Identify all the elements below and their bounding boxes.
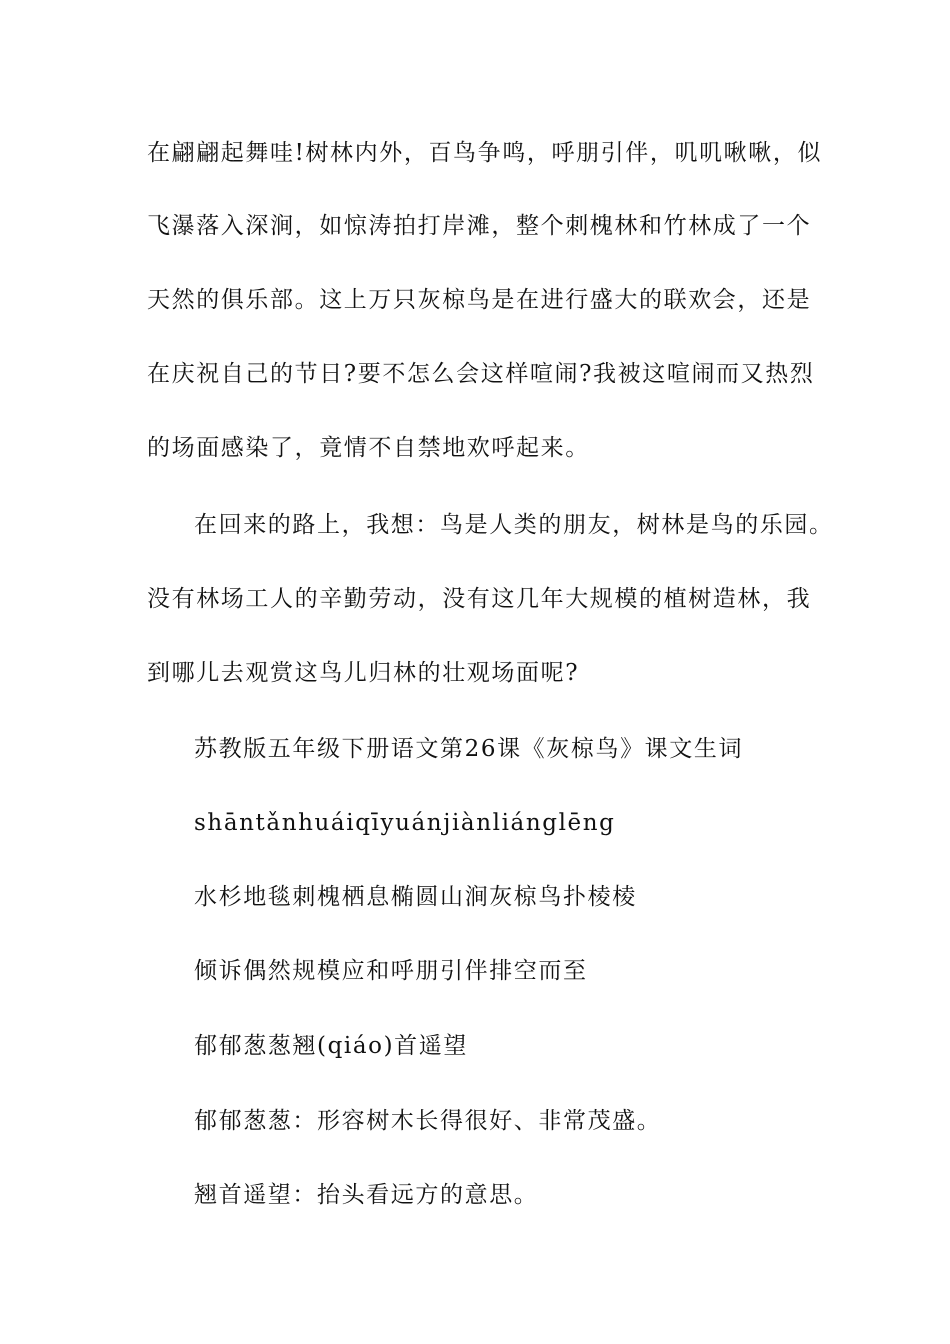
vocab-words-line-2: 倾诉偶然规模应和呼朋引伴排空而至 bbox=[194, 958, 588, 984]
vocab-words-line-1: 水杉地毯刺槐栖息椭圆山涧灰椋鸟扑棱棱 bbox=[194, 884, 637, 910]
vocab-heading: 苏教版五年级下册语文第26课《灰椋鸟》课文生词 bbox=[194, 736, 744, 762]
paragraph-1-line-2: 飞瀑落入深涧，如惊涛拍打岸滩，整个刺槐林和竹林成了一个 bbox=[147, 213, 812, 239]
paragraph-1-line-4: 在庆祝自己的节日?要不怎么会这样喧闹?我被这喧闹而又热烈 bbox=[147, 361, 815, 387]
vocab-words-line-3: 郁郁葱葱翘(qiáo)首遥望 bbox=[194, 1033, 468, 1059]
paragraph-2-line-2: 没有林场工人的辛勤劳动，没有这几年大规模的植树造林，我 bbox=[147, 586, 812, 612]
vocab-pinyin: shāntǎnhuáiqīyuánjiànliánglēng bbox=[194, 810, 616, 836]
vocab-definition-2: 翘首遥望：抬头看远方的意思。 bbox=[194, 1182, 539, 1208]
paragraph-1-line-5: 的场面感染了，竟情不自禁地欢呼起来。 bbox=[147, 435, 590, 461]
paragraph-2-line-1: 在回来的路上，我想：鸟是人类的朋友，树林是鸟的乐园。 bbox=[194, 512, 834, 538]
paragraph-1-line-1: 在翩翩起舞哇!树林内外，百鸟争鸣，呼朋引伴，叽叽啾啾，似 bbox=[147, 140, 823, 166]
vocab-definition-1: 郁郁葱葱：形容树木长得很好、非常茂盛。 bbox=[194, 1108, 662, 1134]
paragraph-1-line-3: 天然的俱乐部。这上万只灰椋鸟是在进行盛大的联欢会，还是 bbox=[147, 287, 812, 313]
paragraph-2-line-3: 到哪儿去观赏这鸟儿归林的壮观场面呢? bbox=[147, 660, 580, 686]
